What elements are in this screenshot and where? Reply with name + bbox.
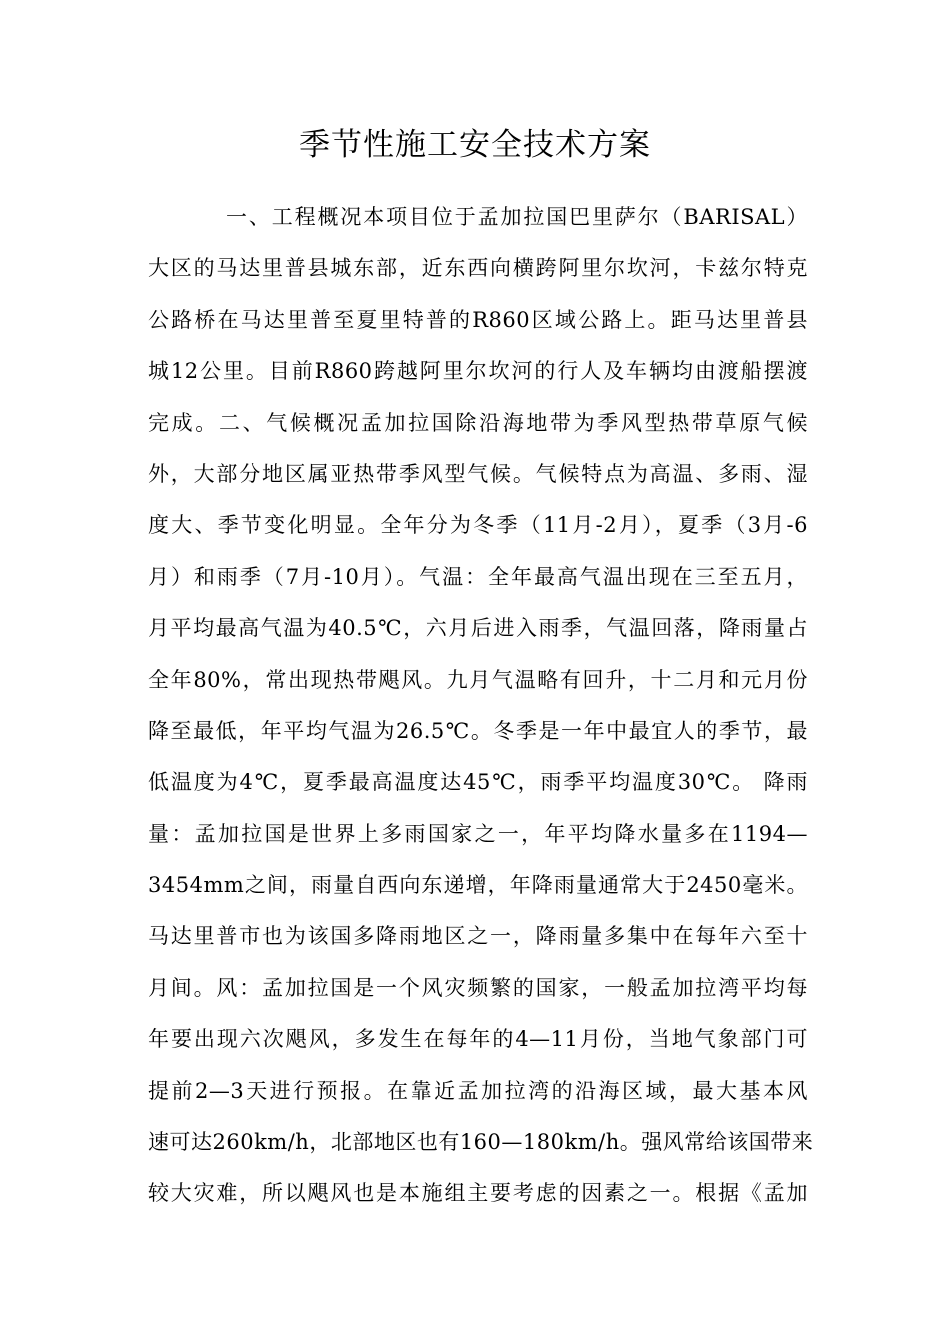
body-line: 城12公里。目前R860跨越阿里尔坎河的行人及车辆均由渡船摆渡 — [148, 359, 808, 384]
body-line: 全年80%，常出现热带飓风。九月气温略有回升，十二月和元月份 — [148, 667, 808, 692]
body-line: 完成。二、气候概况孟加拉国除沿海地带为季风型热带草原气候 — [148, 410, 808, 435]
body-line: 较大灾难，所以飓风也是本施组主要考虑的因素之一。根据《孟加 — [148, 1181, 808, 1206]
body-line: 速可达260km/h，北部地区也有160—180km/h。强风常给该国带来 — [148, 1130, 814, 1155]
body-line: 度大、季节变化明显。全年分为冬季（11月-2月），夏季（3月-6 — [148, 513, 808, 538]
body-line: 一、工程概况本项目位于孟加拉国巴里萨尔（BARISAL） — [226, 205, 808, 229]
document-body — [148, 192, 814, 1220]
body-line: 量：孟加拉国是世界上多雨国家之一，年平均降水量多在1194— — [148, 821, 808, 846]
body-line: 大区的马达里普县城东部，近东西向横跨阿里尔坎河，卡兹尔特克 — [148, 256, 808, 281]
body-line: 低温度为4℃，夏季最高温度达45℃，雨季平均温度30℃。 降雨 — [148, 770, 808, 795]
body-line: 3454mm之间，雨量自西向东递增，年降雨量通常大于2450毫米。 — [148, 873, 808, 898]
body-line: 提前2—3天进行预报。在靠近孟加拉湾的沿海区域，最大基本风 — [148, 1078, 808, 1103]
body-line: 马达里普市也为该国多降雨地区之一，降雨量多集中在每年六至十 — [148, 924, 808, 949]
body-line: 公路桥在马达里普至夏里特普的R860区域公路上。距马达里普县 — [148, 307, 808, 332]
body-line: 月平均最高气温为40.5℃，六月后进入雨季，气温回落，降雨量占 — [148, 616, 808, 641]
body-line: 月间。风：孟加拉国是一个风灾频繁的国家，一般孟加拉湾平均每 — [148, 975, 808, 1000]
body-line: 月）和雨季（7月-10月）。气温：全年最高气温出现在三至五月， — [148, 564, 808, 589]
body-line: 外，大部分地区属亚热带季风型气候。气候特点为高温、多雨、湿 — [148, 461, 808, 486]
body-line: 降至最低，年平均气温为26.5℃。冬季是一年中最宜人的季节，最 — [148, 718, 808, 743]
body-line: 年要出现六次飓风，多发生在每年的4—11月份，当地气象部门可 — [148, 1027, 808, 1052]
document-title: 季节性施工安全技术方案 — [299, 127, 651, 163]
